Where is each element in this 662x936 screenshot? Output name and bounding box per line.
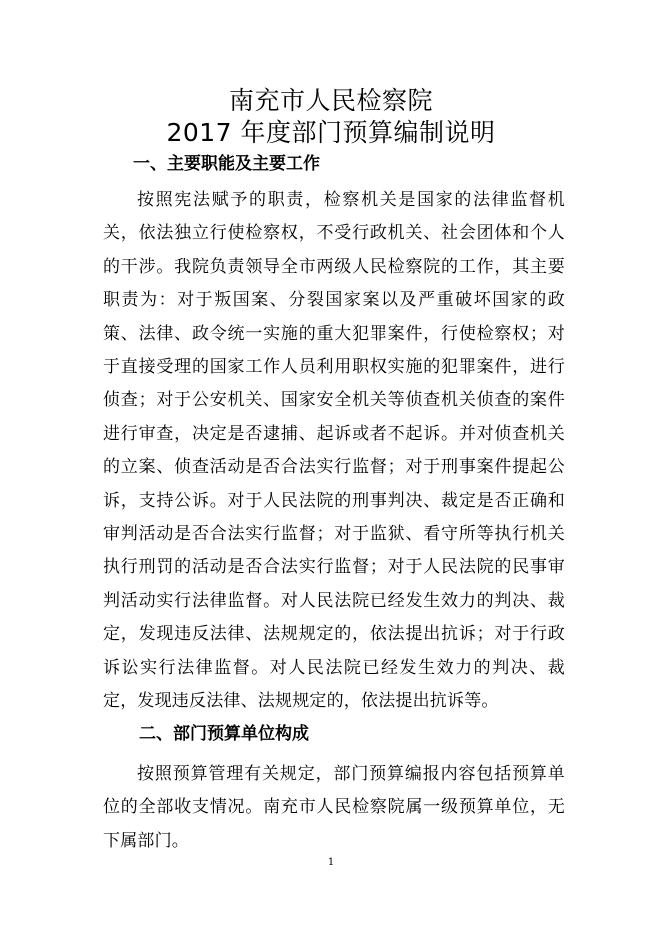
section-paragraph-1: 按照宪法赋予的职责，检察机关是国家的法律监督机关，依法独立行使检察权，不受行政机关、社会团体和个人的干涉。我院负责领导全市两级人民检察院的工作，其主要职责为：对于叛国案、分裂国家案以及严重破坏国家的政策、法律、政令统一实施的重大犯罪案件，行使检察权；对于直接受理的国家工作人员利用职权实施的犯罪案件，进行侦查；对于公安机关、国家安全机关等侦查机关侦查的案件进行审查，决定是否逮捕、起诉或者不起诉。并对侦查机关的立案、侦查活动是否合法实行监督；对于刑事案件提起公诉，支持公诉。对于人民法院的刑事判决、裁定是否正确和审判活动是否合法实行监督；对于监狱、看守所等执行机关执行刑罚的活动是否合法实行监督；对于人民法院的民事审判活动实行法律监督。对人民法院已经发生效力的判决、裁定，发现违反法律、法规规定的，依法提出抗诉；对于行政诉讼实行法律监督。对人民法院已经发生效力的判决、裁定，发现违反法律、法规规定的，依法提出抗诉等。 bbox=[103, 190, 565, 712]
document-title-line-1: 南充市人民检察院 bbox=[228, 86, 433, 115]
section-heading-2: 二、部门预算单位构成 bbox=[139, 724, 309, 744]
section-heading-1: 一、主要职能及主要工作 bbox=[133, 154, 320, 174]
section-paragraph-2: 按照预算管理有关规定，部门预算编报内容包括预算单位的全部收支情况。南充市人民检察院属一级预算单位，无下属部门。 bbox=[103, 764, 565, 851]
document-title-line-2: 2017 年度部门预算编制说明 bbox=[166, 118, 496, 147]
page-number: 1 bbox=[327, 857, 335, 868]
